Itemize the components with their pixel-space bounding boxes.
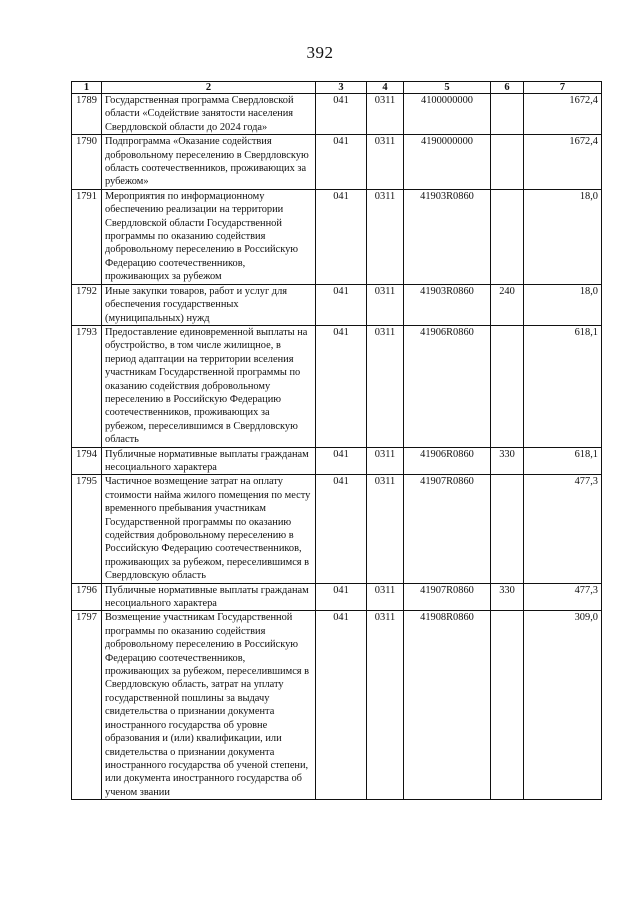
- row-number: 1797: [72, 611, 102, 800]
- row-section-code: 0311: [367, 583, 404, 611]
- row-target-code: 41906R0860: [404, 325, 491, 447]
- row-name: Частичное возмещение затрат на оплату стоимости найма жилого помещения по месту временного пребывания участникам Государственной программы по оказанию содействия добровольному переселению в Российскую Федерацию соотечественников, проживающих за рубежом, переселившимся в Свердловскую область: [102, 475, 316, 583]
- row-admin-code: 041: [316, 583, 367, 611]
- row-sum: 1672,4: [524, 135, 602, 190]
- col-header-5: 5: [404, 82, 491, 94]
- row-admin-code: 041: [316, 284, 367, 325]
- row-type-code: [491, 611, 524, 800]
- row-section-code: 0311: [367, 611, 404, 800]
- row-name: Иные закупки товаров, работ и услуг для обеспечения государственных (муниципальных) нужд: [102, 284, 316, 325]
- row-sum: 18,0: [524, 284, 602, 325]
- row-admin-code: 041: [316, 94, 367, 135]
- budget-table: [71, 81, 602, 800]
- row-number: 1793: [72, 325, 102, 447]
- col-header-3: 3: [316, 82, 367, 94]
- row-name: Мероприятия по информационному обеспечению реализации на территории Свердловской области Государственной программы по оказанию содействия добровольному переселению в Российскую Федерацию соотечественников, проживающих за рубежом: [102, 189, 316, 284]
- table-row: [72, 447, 602, 475]
- row-target-code: 41907R0860: [404, 583, 491, 611]
- row-number: 1790: [72, 135, 102, 190]
- row-name: Публичные нормативные выплаты гражданам несоциального характера: [102, 583, 316, 611]
- row-target-code: 41908R0860: [404, 611, 491, 800]
- row-name: Предоставление единовременной выплаты на обустройство, в том числе жилищное, в период адаптации на территории вселения участникам Государственной программы по оказанию содействия добровольному переселению в Российскую Федерацию соотечественников, проживающих за рубежом, переселившимся в Свердловскую область: [102, 325, 316, 447]
- row-number: 1792: [72, 284, 102, 325]
- table-row: [72, 135, 602, 190]
- row-name: Возмещение участникам Государственной программы по оказанию содействия добровольному переселению в Российскую Федерацию соотечественников, проживающих за рубежом, переселившимся в Свердловскую область, затрат на уплату государственной пошлины за выдачу свидетельства о признании документа иностранного государства об уровне образования и (или) квалификации, или свидетельства о признании документа иностранного государства об ученой степени, или документа иностранного государства об ученом звании: [102, 611, 316, 800]
- row-type-code: 330: [491, 447, 524, 475]
- table-row: [72, 475, 602, 583]
- row-sum: 618,1: [524, 325, 602, 447]
- row-target-code: 41903R0860: [404, 189, 491, 284]
- row-name: Государственная программа Свердловской области «Содействие занятости населения Свердловской области до 2024 года»: [102, 94, 316, 135]
- row-sum: 477,3: [524, 583, 602, 611]
- col-header-4: 4: [367, 82, 404, 94]
- row-section-code: 0311: [367, 94, 404, 135]
- table-row: [72, 583, 602, 611]
- header-row: [72, 82, 602, 94]
- row-type-code: [491, 135, 524, 190]
- row-number: 1791: [72, 189, 102, 284]
- row-number: 1794: [72, 447, 102, 475]
- row-sum: 618,1: [524, 447, 602, 475]
- table-row: [72, 284, 602, 325]
- row-target-code: 41906R0860: [404, 447, 491, 475]
- row-target-code: 41907R0860: [404, 475, 491, 583]
- col-header-2: 2: [102, 82, 316, 94]
- row-section-code: 0311: [367, 325, 404, 447]
- row-admin-code: 041: [316, 135, 367, 190]
- table-row: [72, 611, 602, 800]
- row-type-code: [491, 189, 524, 284]
- row-type-code: 330: [491, 583, 524, 611]
- row-type-code: [491, 475, 524, 583]
- row-type-code: 240: [491, 284, 524, 325]
- col-header-1: 1: [72, 82, 102, 94]
- row-admin-code: 041: [316, 475, 367, 583]
- row-sum: 477,3: [524, 475, 602, 583]
- row-section-code: 0311: [367, 447, 404, 475]
- row-name: Публичные нормативные выплаты гражданам несоциального характера: [102, 447, 316, 475]
- row-target-code: 4190000000: [404, 135, 491, 190]
- row-target-code: 4100000000: [404, 94, 491, 135]
- row-admin-code: 041: [316, 611, 367, 800]
- table-row: [72, 189, 602, 284]
- table-row: [72, 325, 602, 447]
- page-number: 392: [306, 43, 334, 62]
- row-name: Подпрограмма «Оказание содействия добровольному переселению в Свердловскую область соотечественников, проживающих за рубежом»: [102, 135, 316, 190]
- row-admin-code: 041: [316, 447, 367, 475]
- row-type-code: [491, 325, 524, 447]
- row-admin-code: 041: [316, 189, 367, 284]
- table-row: [72, 94, 602, 135]
- row-section-code: 0311: [367, 189, 404, 284]
- col-header-7: 7: [524, 82, 602, 94]
- row-section-code: 0311: [367, 475, 404, 583]
- row-number: 1796: [72, 583, 102, 611]
- col-header-6: 6: [491, 82, 524, 94]
- row-admin-code: 041: [316, 325, 367, 447]
- row-sum: 309,0: [524, 611, 602, 800]
- row-target-code: 41903R0860: [404, 284, 491, 325]
- row-section-code: 0311: [367, 284, 404, 325]
- row-type-code: [491, 94, 524, 135]
- row-number: 1789: [72, 94, 102, 135]
- row-sum: 1672,4: [524, 94, 602, 135]
- row-section-code: 0311: [367, 135, 404, 190]
- row-number: 1795: [72, 475, 102, 583]
- row-sum: 18,0: [524, 189, 602, 284]
